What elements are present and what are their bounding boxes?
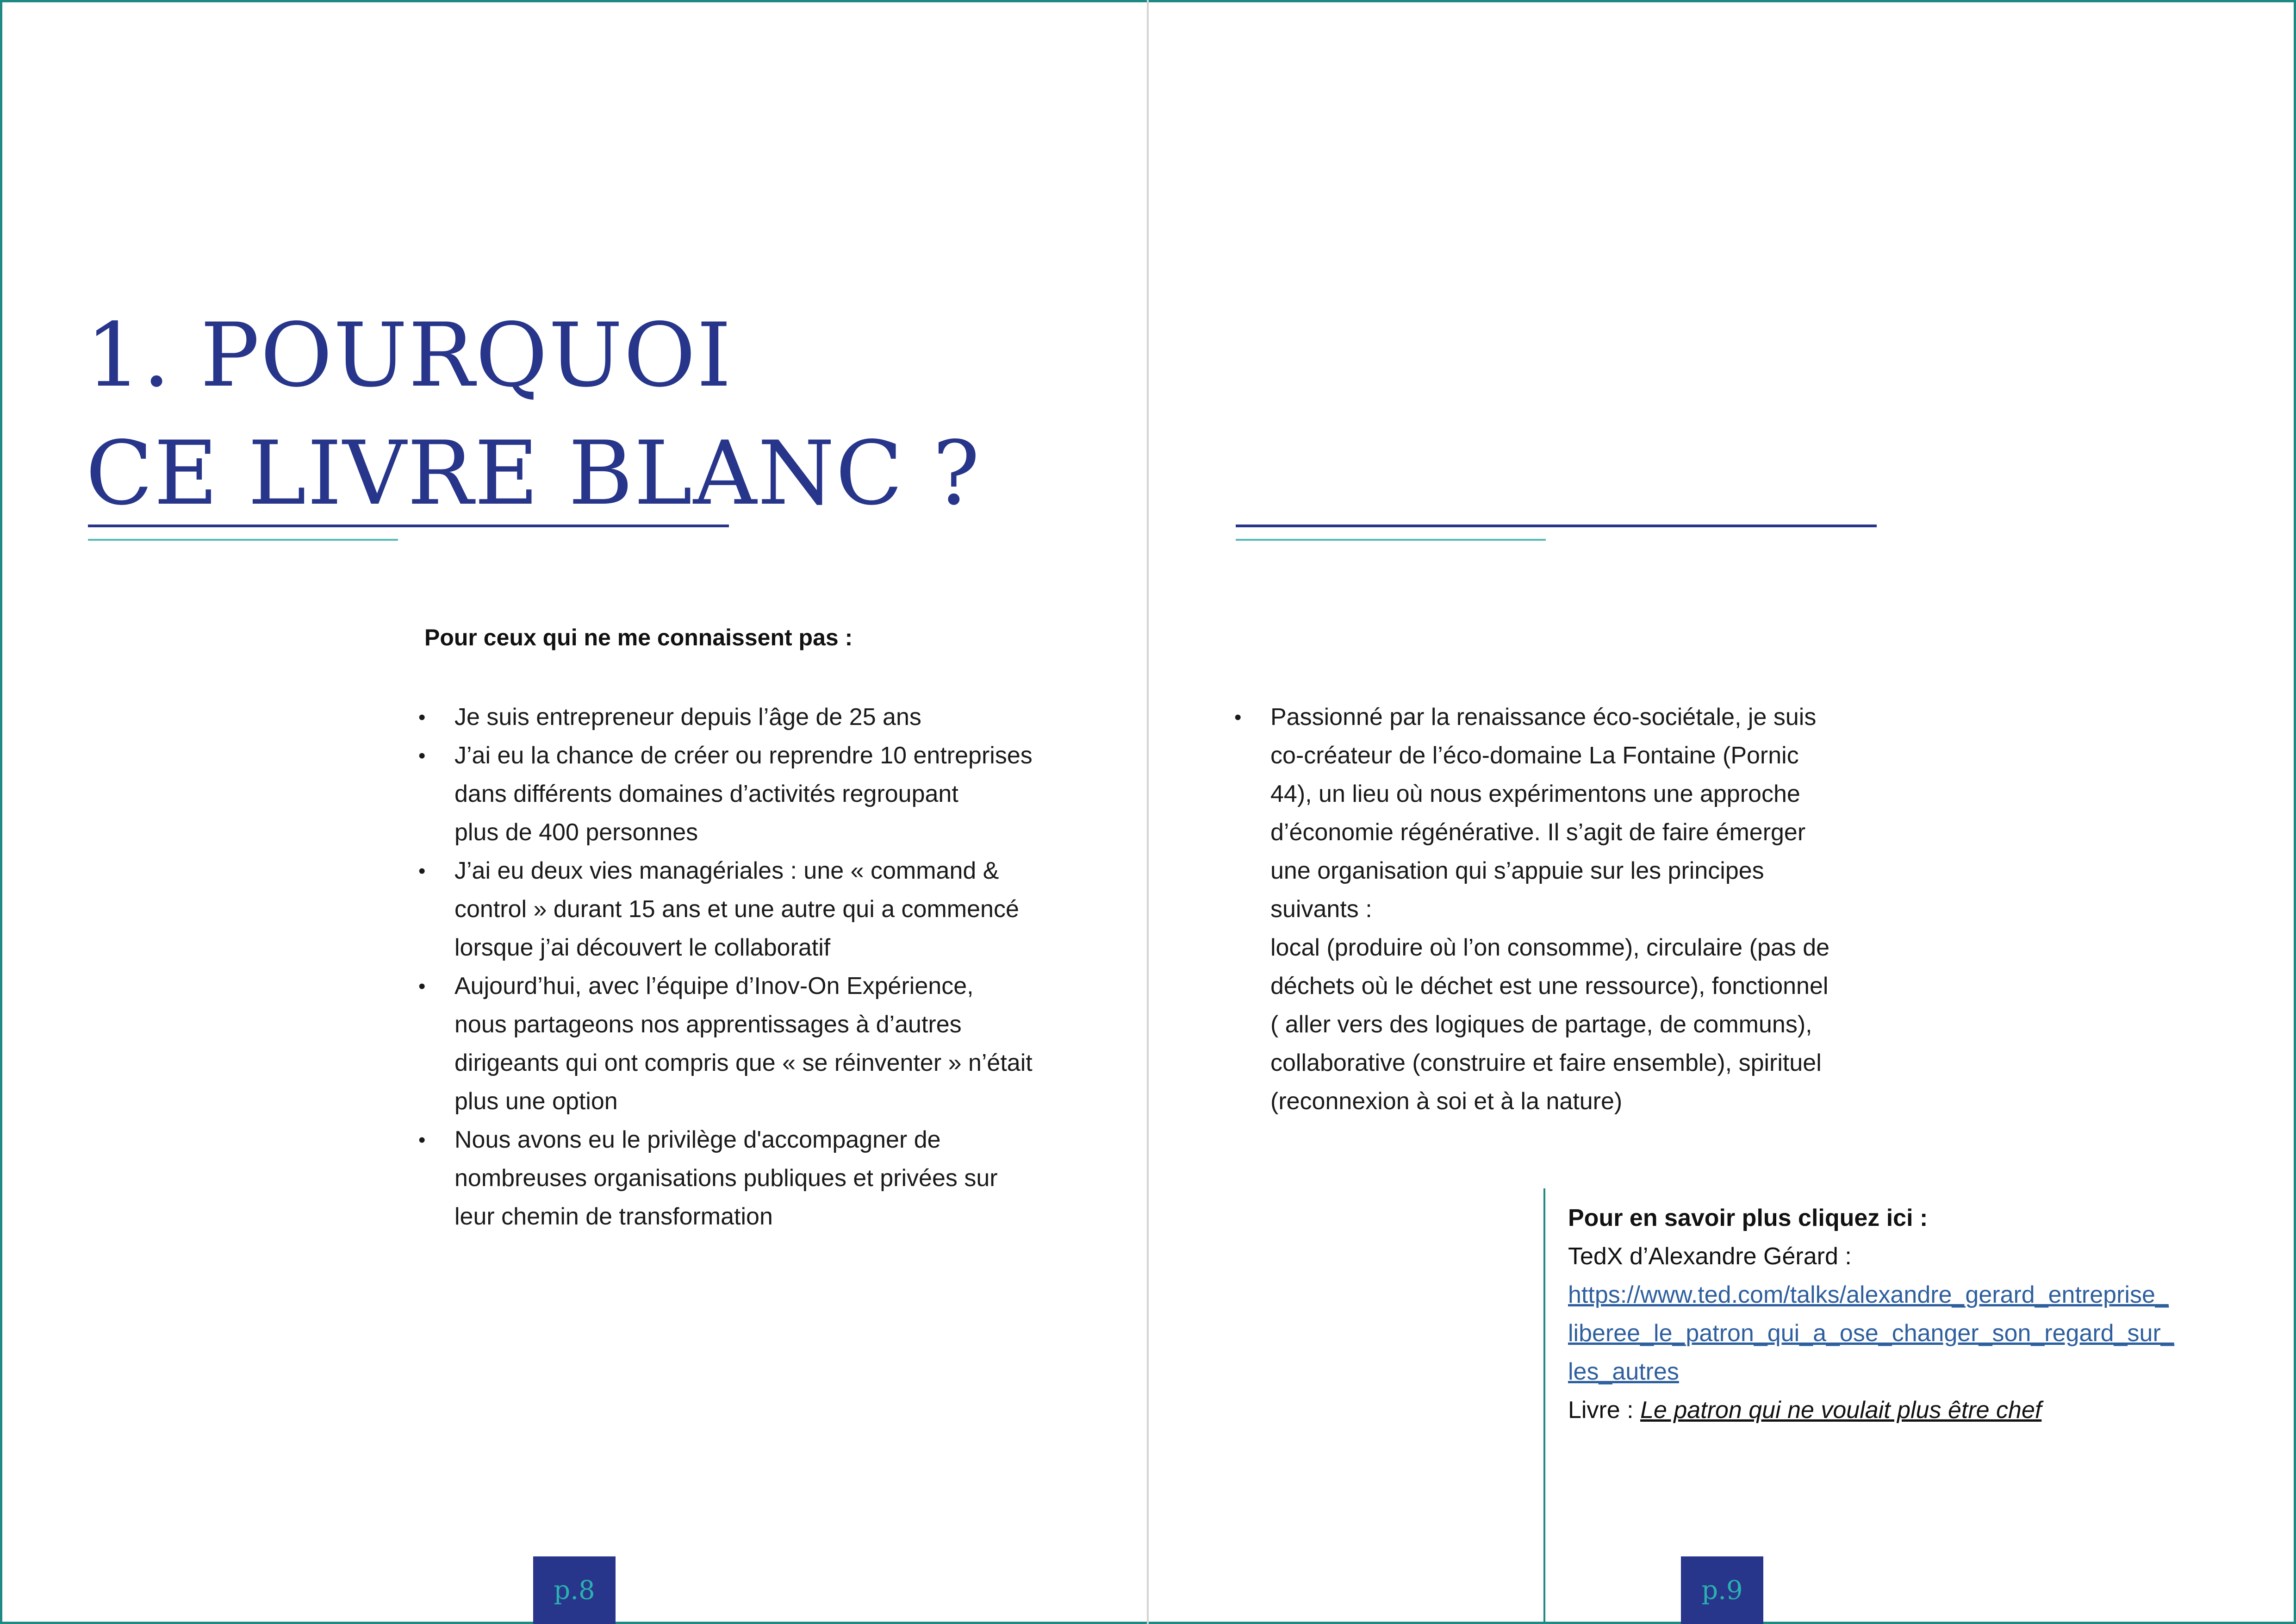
list-item-text: dans différents domaines d’activités regroupant [454, 781, 958, 807]
title-line-2: CE LIVRE BLANC ? [86, 422, 981, 525]
list-item-text: lorsque j’ai découvert le collaboratif [454, 934, 831, 961]
list-item-text: collaborative (construire et faire ensemble), spirituel [1270, 1049, 1822, 1076]
list-item [418, 1121, 1084, 1236]
page-number-left: p.8 [533, 1556, 616, 1624]
book-label: Livre : [1568, 1397, 1641, 1424]
list-item-text: suivants : [1270, 896, 1372, 923]
list-item-text: J’ai eu deux vies managériales : une « command & [454, 857, 999, 884]
bullet-icon: • [418, 975, 426, 998]
list-item-text: nombreuses organisations publiques et privées sur [454, 1165, 998, 1192]
tedx-link-line: les_autres [1568, 1358, 1679, 1385]
page-title [86, 296, 1011, 532]
list-item [418, 737, 1084, 852]
tedx-label: TedX d’Alexandre Gérard : [1568, 1243, 1852, 1270]
list-item-text: dirigeants qui ont compris que « se réinventer » n’était [454, 1049, 1033, 1076]
list-item-text: 44), un lieu où nous expérimentons une approche [1270, 781, 1800, 807]
intro-subheading: Pour ceux qui ne me connaissent pas : [424, 625, 853, 650]
list-item-text: ( aller vers des logiques de partage, de communs), [1270, 1011, 1812, 1038]
list-item [418, 967, 1084, 1121]
bullet-icon: • [418, 860, 426, 882]
title-underline [88, 525, 729, 527]
title-line-1: 1. POURQUOI [86, 304, 733, 406]
more-info-box [1568, 1199, 2239, 1430]
list-item-text: Je suis entrepreneur depuis l’âge de 25 ans [454, 704, 921, 731]
page-number-right: p.9 [1681, 1556, 1763, 1624]
bio-bullet-list [418, 698, 1084, 1236]
list-item-text: local (produire où l’on consomme), circulaire (pas de [1270, 934, 1830, 961]
ecodomaine-bullet-list [1234, 698, 1891, 1121]
tedx-link-line: https://www.ted.com/talks/alexandre_gerard_entreprise_ [1568, 1281, 2169, 1308]
list-item-text: co-créateur de l’éco-domaine La Fontaine (Pornic [1270, 742, 1799, 769]
title-accent-underline [88, 539, 398, 541]
more-info-heading: Pour en savoir plus cliquez ici : [1568, 1205, 1928, 1231]
list-item-text: déchets où le déchet est une ressource), fonctionnel [1270, 973, 1829, 999]
tedx-link-line: liberee_le_patron_qui_a_ose_changer_son_regard_sur_ [1568, 1320, 2174, 1347]
list-item-text: plus une option [454, 1088, 618, 1115]
spread-spine [1147, 0, 1149, 1624]
list-item [1234, 698, 1891, 1121]
right-accent-underline [1236, 539, 1546, 541]
sidebar-divider [1543, 1188, 1545, 1624]
bullet-icon: • [418, 706, 426, 729]
list-item-text: une organisation qui s’appuie sur les principes [1270, 857, 1764, 884]
right-underline [1236, 525, 1877, 527]
list-item [418, 852, 1084, 967]
bullet-icon: • [418, 744, 426, 767]
list-item-text: (reconnexion à soi et à la nature) [1270, 1088, 1623, 1115]
list-item-text: nous partageons nos apprentissages à d’autres [454, 1011, 962, 1038]
tedx-link[interactable] [1568, 1276, 2239, 1391]
book-title-link[interactable]: Le patron qui ne voulait plus être chef [1640, 1397, 2042, 1424]
list-item-text: plus de 400 personnes [454, 819, 698, 846]
bullet-icon: • [1234, 706, 1242, 729]
list-item-text: control » durant 15 ans et une autre qui a commencé [454, 896, 1019, 923]
list-item-text: J’ai eu la chance de créer ou reprendre 10 entreprises [454, 742, 1033, 769]
list-item-text: Passionné par la renaissance éco-sociétale, je suis [1270, 704, 1817, 731]
list-item-text: Nous avons eu le privilège d'accompagner de [454, 1126, 941, 1153]
list-item-text: d’économie régénérative. Il s’agit de faire émerger [1270, 819, 1806, 846]
book-line [1568, 1391, 2239, 1430]
list-item [418, 698, 1084, 737]
list-item-text: Aujourd’hui, avec l’équipe d’Inov-On Expérience, [454, 973, 974, 999]
list-item-text: leur chemin de transformation [454, 1203, 773, 1230]
bullet-icon: • [418, 1129, 426, 1151]
